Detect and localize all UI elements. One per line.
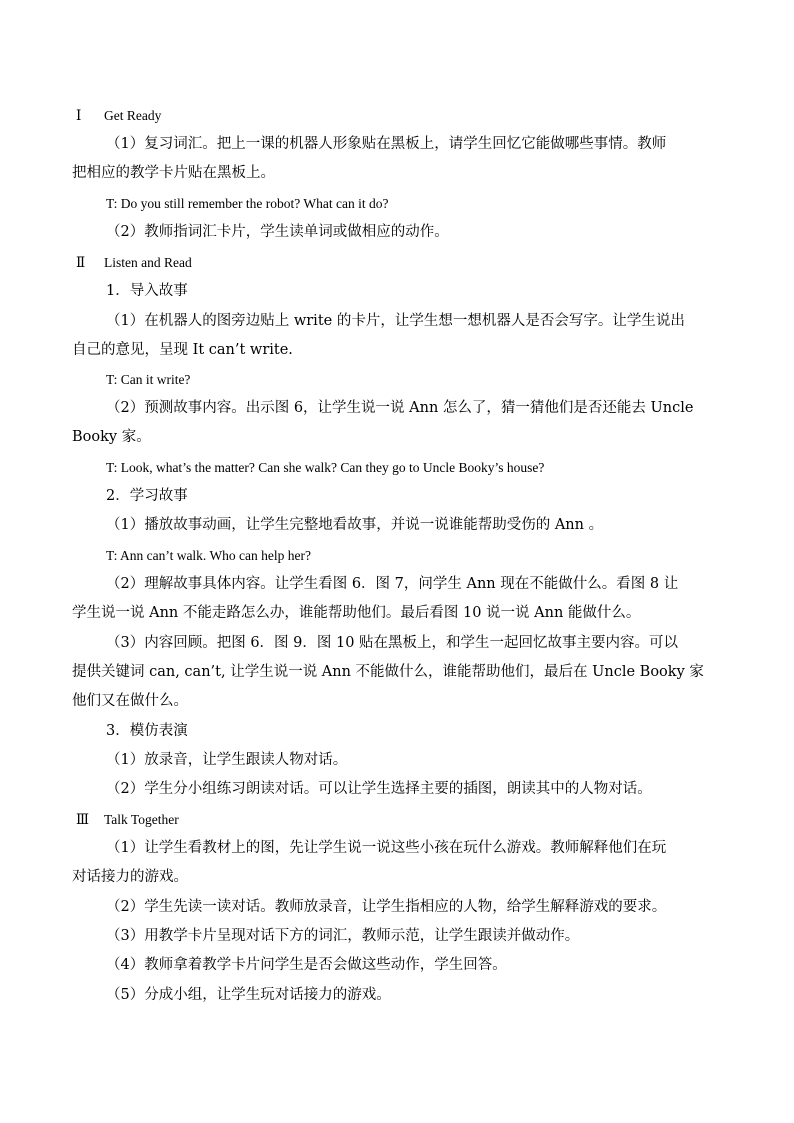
section-numeral: Ⅲ: [76, 812, 90, 827]
section-heading-talk-together: [76, 810, 179, 830]
paragraph-line: （1）让学生看教材上的图，先让学生说一说这些小孩在玩什么游戏。教师解释他们在玩: [106, 840, 667, 856]
paragraph-line: （5）分成小组，让学生玩对话接力的游戏。: [106, 987, 391, 1003]
paragraph-line: （4）教师拿着教学卡片问学生是否会做这些动作，学生回答。: [106, 957, 507, 973]
paragraph-line: 自己的意见，呈现 It can’t write.: [72, 342, 293, 358]
section-title: Talk Together: [104, 812, 179, 827]
paragraph-line: （1）在机器人的图旁边贴上 write 的卡片，让学生想一想机器人是否会写字。让学生说出: [106, 313, 685, 329]
subheading: 3．模仿表演: [106, 723, 188, 739]
paragraph-line: （1）复习词汇。把上一课的机器人形象贴在黑板上，请学生回忆它能做哪些事情。教师: [106, 136, 667, 152]
teacher-question: T: Ann can’t walk. Who can help her?: [106, 548, 312, 563]
paragraph-line: （2）学生先读一读对话。教师放录音，让学生指相应的人物，给学生解释游戏的要求。: [106, 899, 667, 915]
paragraph-line: 提供关键词 can, can’t, 让学生说一说 Ann 不能做什么，谁能帮助他们，最后在 Uncle Booky 家: [72, 664, 704, 680]
paragraph-line: （2）教师指词汇卡片，学生读单词或做相应的动作。: [106, 224, 449, 240]
paragraph-line: 把相应的教学卡片贴在黑板上。: [72, 165, 275, 181]
paragraph-line: （2）理解故事具体内容。让学生看图 6．图 7，问学生 Ann 现在不能做什么。看图 8 让: [106, 576, 679, 592]
paragraph-line: 学生说一说 Ann 不能走路怎么办，谁能帮助他们。最后看图 10 说一说 Ann 能做什么。: [72, 605, 641, 621]
subheading: 1．导入故事: [106, 283, 188, 299]
subheading: 2．学习故事: [106, 488, 188, 504]
paragraph-line: （2）预测故事内容。出示图 6，让学生说一说 Ann 怎么了，猜一猜他们是否还能去 Uncle: [106, 400, 694, 416]
paragraph-line: （3）内容回顾。把图 6．图 9．图 10 贴在黑板上，和学生一起回忆故事主要内容。可以: [106, 635, 679, 651]
paragraph-line: 对话接力的游戏。: [72, 869, 188, 885]
section-heading-listen-and-read: [76, 253, 192, 273]
paragraph-line: （3）用教学卡片呈现对话下方的词汇，教师示范，让学生跟读并做动作。: [106, 928, 580, 944]
teacher-question: T: Do you still remember the robot? What can it do?: [106, 196, 389, 211]
paragraph-line: （2）学生分小组练习朗读对话。可以让学生选择主要的插图，朗读其中的人物对话。: [106, 781, 652, 797]
section-numeral: Ⅱ: [76, 255, 86, 270]
paragraph-line: 他们又在做什么。: [72, 693, 188, 709]
teacher-question: T: Can it write?: [106, 372, 191, 387]
paragraph-line: Booky 家。: [72, 429, 151, 445]
section-title: Get Ready: [104, 108, 162, 123]
section-title: Listen and Read: [104, 255, 192, 270]
paragraph-line: （1）放录音，让学生跟读人物对话。: [106, 752, 348, 768]
section-numeral: Ⅰ: [76, 108, 82, 123]
paragraph-line: （1）播放故事动画，让学生完整地看故事，并说一说谁能帮助受伤的 Ann 。: [106, 517, 604, 533]
teacher-question: T: Look, what’s the matter? Can she walk? Can they go to Uncle Booky’s house?: [106, 460, 545, 475]
section-heading-get-ready: [76, 106, 161, 126]
